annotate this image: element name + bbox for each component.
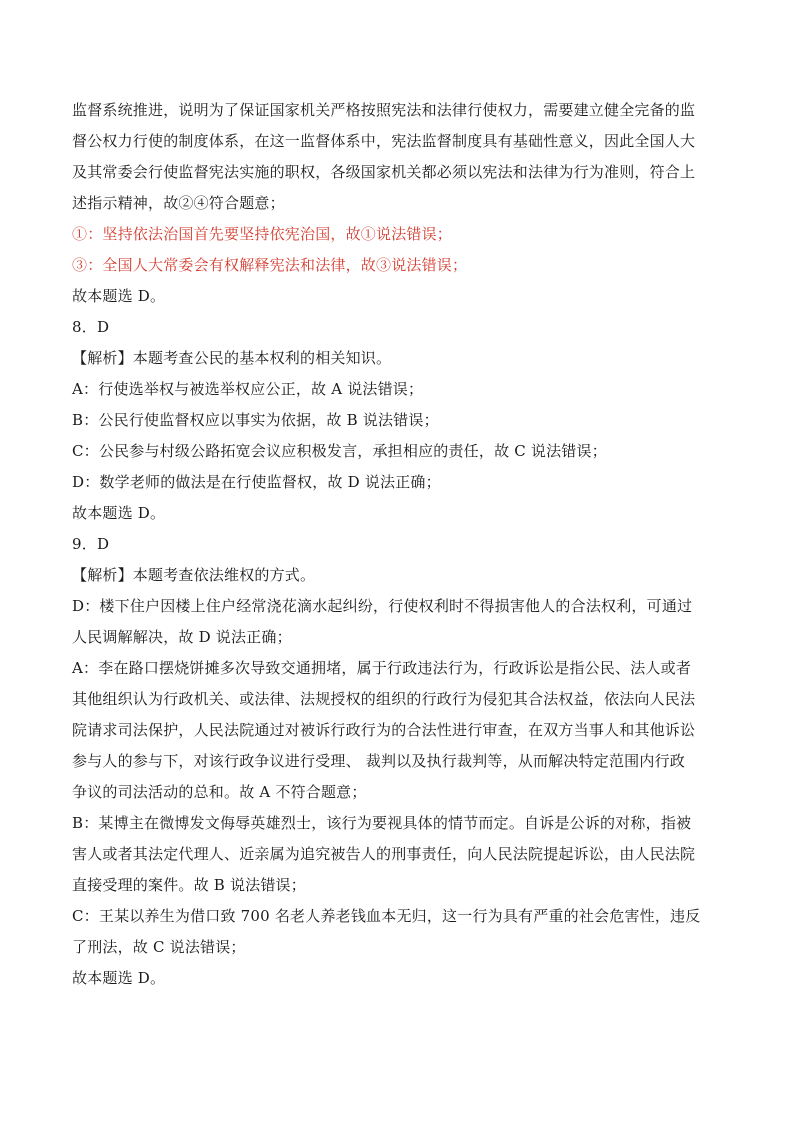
question-number: 9．D bbox=[72, 535, 110, 553]
option-analysis: 害人或者其法定代理人、近亲属为追究被告人的刑事责任，向人民法院提起诉讼，由人民法院 bbox=[72, 845, 696, 863]
analysis-heading: 【解析】本题考查公民的基本权利的相关知识。 bbox=[72, 349, 392, 367]
text-line: 督公权力行使的制度体系，在这一监督体系中，宪法监督制度具有基础性意义，因此全国人大 bbox=[72, 132, 696, 150]
option-analysis: 争议的司法活动的总和。故 A 不符合题意； bbox=[72, 783, 367, 801]
option-analysis: D：楼下住户因楼上住户经常浇花滴水起纠纷，行使权利时不得损害他人的合法权利，可通过 bbox=[72, 597, 693, 615]
text-line: 监督系统推进，说明为了保证国家机关严格按照宪法和法律行使权力，需要建立健全完备的监 bbox=[72, 101, 696, 119]
answer-conclusion: 故本题选 D。 bbox=[72, 504, 166, 522]
option-analysis: 直接受理的案件。故 B 说法错误； bbox=[72, 876, 306, 894]
option-analysis: 人民调解解决，故 D 说法正确； bbox=[72, 628, 292, 646]
analysis-note-red: ①：坚持依法治国首先要坚持依宪治国，故①说法错误； bbox=[72, 225, 453, 243]
option-analysis: 了刑法，故 C 说法错误； bbox=[72, 938, 246, 956]
option-analysis: B：某博主在微博发文侮辱英雄烈士，该行为要视具体的情节而定。自诉是公诉的对称，指被 bbox=[72, 814, 692, 832]
option-analysis: A：行使选举权与被选举权应公正，故 A 说法错误； bbox=[72, 380, 424, 398]
option-analysis: 参与人的参与下，对该行政争议进行受理、 裁判以及执行裁判等，从而解决特定范围内行政 bbox=[72, 752, 685, 770]
option-analysis: 其他组织认为行政机关、或法律、法规授权的组织的行政行为侵犯其合法权益，依法向人民法 bbox=[72, 690, 696, 708]
option-analysis: 院请求司法保护，人民法院通过对被诉行政行为的合法性进行审查，在双方当事人和其他诉讼 bbox=[72, 721, 696, 739]
option-analysis: B：公民行使监督权应以事实为依据，故 B 说法错误； bbox=[72, 411, 439, 429]
question-number: 8．D bbox=[72, 318, 110, 336]
analysis-note-red: ③：全国人大常委会有权解释宪法和法律，故③说法错误； bbox=[72, 256, 468, 274]
answer-conclusion: 故本题选 D。 bbox=[72, 969, 166, 987]
analysis-heading: 【解析】本题考查依法维权的方式。 bbox=[72, 566, 316, 584]
option-analysis: D：数学老师的做法是在行使监督权，故 D 说法正确； bbox=[72, 473, 441, 491]
option-analysis: C：公民参与村级公路拓宽会议应积极发言，承担相应的责任，故 C 说法错误； bbox=[72, 442, 607, 460]
text-line: 及其常委会行使监督宪法实施的职权，各级国家机关都必须以宪法和法律为行为准则，符合上 bbox=[72, 163, 696, 181]
option-analysis: A：李在路口摆烧饼摊多次导致交通拥堵，属于行政违法行为，行政诉讼是指公民、法人或者 bbox=[72, 659, 692, 677]
document-page bbox=[72, 95, 722, 994]
answer-conclusion: 故本题选 D。 bbox=[72, 287, 166, 305]
text-line: 述指示精神，故②④符合题意； bbox=[72, 194, 285, 212]
option-analysis: C：王某以养生为借口致 700 名老人养老钱血本无归，这一行为具有严重的社会危害性，违反 bbox=[72, 907, 701, 925]
